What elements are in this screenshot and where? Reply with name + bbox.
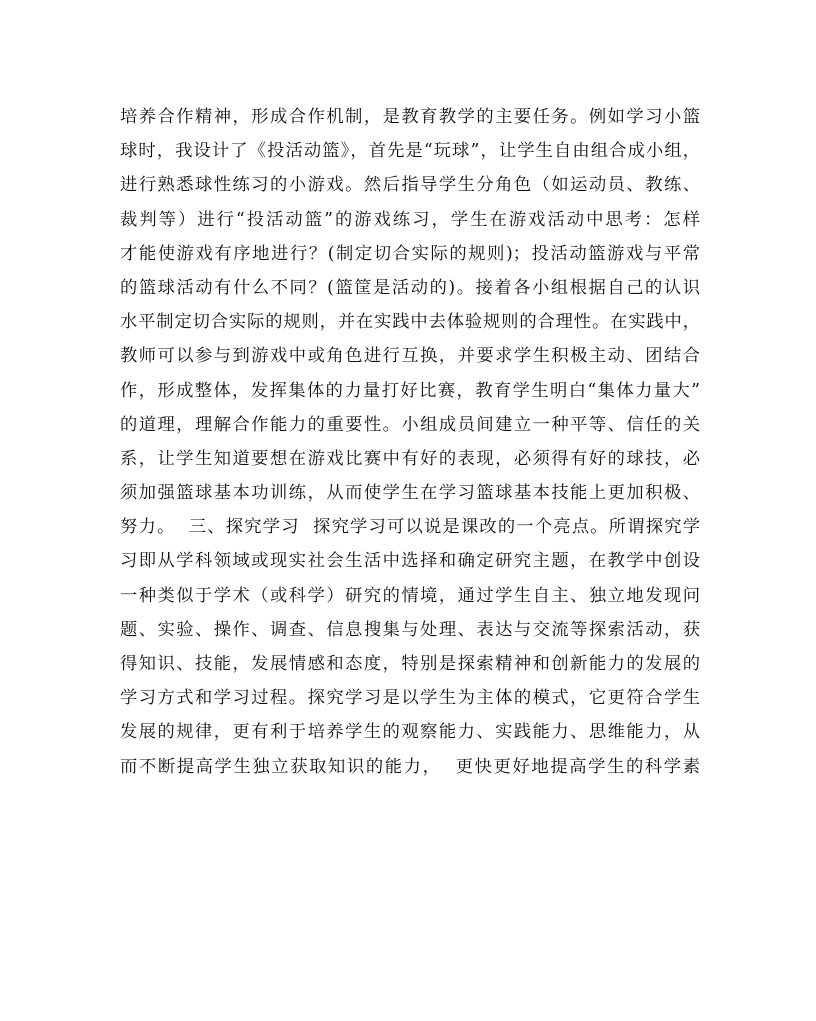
text-line: 作，形成整体，发挥集体的力量打好比赛，教育学生明白“集体力量大” bbox=[120, 380, 700, 401]
text-line: 培养合作精神，形成合作机制，是教育教学的主要任务。例如学习小篮 bbox=[120, 107, 700, 127]
text-line: 须加强篮球基本功训练，从而使学生在学习篮球基本技能上更加积极、 bbox=[120, 483, 700, 504]
text-line: 一种类似于学术（或科学）研究的情境，通过学生自主、独立地发现问 bbox=[120, 585, 700, 606]
text-line: 努力。 三、探究学习 探究学习可以说是课改的一个亮点。所谓探究学 bbox=[120, 517, 700, 538]
text-line: 发展的规律，更有利于培养学生的观察能力、实践能力、思维能力，从 bbox=[120, 722, 700, 743]
text-line: 教师可以参与到游戏中或角色进行互换，并要求学生积极主动、团结合 bbox=[120, 346, 700, 367]
text-line: 的道理，理解合作能力的重要性。小组成员间建立一种平等、信任的关 bbox=[120, 414, 700, 435]
body-text bbox=[120, 100, 700, 784]
text-line: 得知识、技能，发展情感和态度，特别是探索精神和创新能力的发展的 bbox=[120, 654, 700, 674]
text-line: 的篮球活动有什么不同？(篮筐是活动的)。接着各小组根据自己的认识 bbox=[120, 277, 700, 298]
text-line: 习即从学科领域或现实社会生活中选择和确定研究主题，在教学中创设 bbox=[120, 551, 700, 572]
text-line: 球时，我设计了《投活动篮》，首先是“玩球”，让学生自由组合成小组， bbox=[120, 141, 700, 162]
text-line: 而不断提高学生独立获取知识的能力， 更快更好地提高学生的科学素 bbox=[120, 756, 700, 777]
text-line: 题、实验、操作、调查、信息搜集与处理、表达与交流等探索活动，获 bbox=[120, 619, 700, 640]
text-line: 水平制定切合实际的规则，并在实践中去体验规则的合理性。在实践中， bbox=[120, 312, 700, 333]
text-line: 裁判等）进行“投活动篮”的游戏练习，学生在游戏活动中思考：怎样 bbox=[120, 209, 700, 230]
text-line: 系，让学生知道要想在游戏比赛中有好的表现，必须得有好的球技，必 bbox=[120, 448, 700, 469]
text-line: 学习方式和学习过程。探究学习是以学生为主体的模式，它更符合学生 bbox=[120, 688, 700, 709]
text-line: 才能使游戏有序地进行？(制定切合实际的规则)；投活动篮游戏与平常 bbox=[120, 243, 700, 264]
text-line: 进行熟悉球性练习的小游戏。然后指导学生分角色（如运动员、教练、 bbox=[120, 175, 700, 196]
